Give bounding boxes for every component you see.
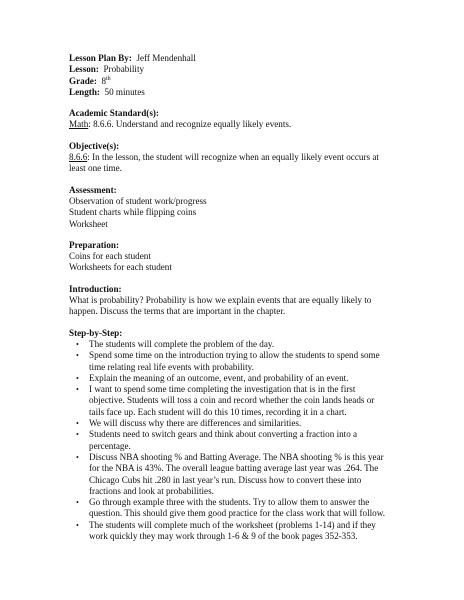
steps-section: [69, 328, 399, 543]
step-item: [69, 373, 399, 384]
standard-line: [69, 119, 399, 130]
length-value: 50 minutes: [104, 86, 145, 97]
step-item: [69, 339, 399, 350]
assessment-heading: Assessment:: [69, 184, 117, 195]
step-line: Students need to switch gears and think about converting a fraction into a: [89, 429, 358, 440]
grade-label: Grade:: [69, 75, 97, 86]
step-line: Go through example three with the students. Try to allow them to answer the: [89, 497, 370, 508]
step-line: I want to spend some time completing the investigation that is in the first: [89, 384, 356, 395]
step-line: objective. Students will toss a coin and record whether the coin lands heads or: [89, 395, 375, 406]
objectives-code: 8.6.6: [69, 152, 88, 163]
step-line: percentage.: [89, 440, 131, 451]
step-line: question. This should give them good practice for the class work that will follow.: [89, 508, 385, 519]
bullet-icon: •: [76, 419, 79, 429]
standard-section: [69, 108, 399, 131]
assessment-line: Worksheet: [69, 218, 108, 229]
objectives-section: [69, 141, 399, 175]
lesson-label: Lesson:: [69, 64, 99, 75]
introduction-line: happen. Discuss the terms that are important in the chapter.: [69, 306, 286, 317]
step-line: time relating real life events with probability.: [89, 361, 254, 372]
assessment-line: Observation of student work/progress: [69, 195, 207, 206]
introduction-heading: Introduction:: [69, 283, 122, 294]
standard-heading: Academic Standard(s):: [69, 108, 159, 119]
plan-by-value: Jeff Mendenhall: [136, 53, 196, 63]
introduction-line: What is probability? Probability is how we explain events that are equally likely to: [69, 295, 372, 306]
bullet-icon: •: [76, 385, 79, 395]
objectives-line-2: least one time.: [69, 163, 122, 174]
objectives-text-1: : In the lesson, the student will recognize when an equally likely event occurs at: [87, 152, 379, 163]
plan-by-label: Lesson Plan By:: [69, 53, 132, 63]
preparation-section: [69, 240, 399, 274]
steps-heading: Step-by-Step:: [69, 327, 123, 338]
bullet-icon: •: [76, 351, 79, 361]
step-line: for the NBA is 43%. The overall league batting average last year was .264. The: [89, 463, 379, 474]
step-line: We will discuss why there are differences and similarities.: [89, 418, 302, 429]
bullet-icon: •: [76, 339, 79, 349]
step-item: [69, 350, 399, 373]
step-line: fractions and look at probabilities.: [89, 485, 214, 496]
assessment-section: [69, 185, 399, 230]
step-line: Discuss NBA shooting % and Batting Average. The NBA shooting % is this year: [89, 451, 384, 462]
length-row: [69, 87, 399, 98]
standard-subject: Math: [69, 119, 89, 130]
introduction-section: [69, 284, 399, 318]
objectives-heading: Objective(s):: [69, 140, 120, 151]
header-block: [69, 53, 399, 98]
preparation-line: Worksheets for each student: [69, 262, 172, 273]
step-line: tails face up. Each student will do this 10 times, recording it in a chart.: [89, 406, 347, 417]
objectives-line-1: [69, 152, 399, 163]
step-item: [69, 452, 399, 497]
lesson-row: [69, 64, 399, 75]
step-line: Explain the meaning of an outcome, event, and probability of an event.: [89, 372, 349, 383]
bullet-icon: •: [76, 452, 79, 462]
grade-suffix: th: [106, 75, 111, 82]
steps-list: [69, 339, 399, 542]
standard-text: : 8.6.6. Understand and recognize equally likely events.: [88, 119, 292, 130]
step-line: work quickly they may work through 1-6 & 9 of the book pages 352-353.: [89, 530, 358, 541]
step-line: Chicago Cubs hit .280 in last year’s run. Discuss how to convert these into: [89, 474, 362, 485]
step-item: [69, 520, 399, 543]
assessment-line: Student charts while flipping coins: [69, 207, 197, 218]
preparation-heading: Preparation:: [69, 239, 120, 250]
plan-by-row: [69, 53, 399, 64]
lesson-plan-document: [69, 53, 399, 542]
step-line: The students will complete much of the worksheet (problems 1-14) and if they: [89, 519, 376, 530]
bullet-icon: •: [76, 520, 79, 530]
bullet-icon: •: [76, 498, 79, 508]
step-item: [69, 497, 399, 520]
step-line: The students will complete the problem of the day.: [89, 338, 275, 349]
bullet-icon: •: [76, 430, 79, 440]
grade-row: [69, 76, 399, 87]
preparation-line: Coins for each student: [69, 251, 151, 262]
length-label: Length:: [69, 86, 100, 97]
step-line: Spend some time on the introduction trying to allow the students to spend some: [89, 350, 380, 361]
bullet-icon: •: [76, 373, 79, 383]
lesson-value: Probability: [103, 64, 145, 75]
step-item: [69, 384, 399, 418]
step-item: [69, 418, 399, 429]
step-item: [69, 429, 399, 452]
grade-value: 8: [101, 75, 106, 86]
